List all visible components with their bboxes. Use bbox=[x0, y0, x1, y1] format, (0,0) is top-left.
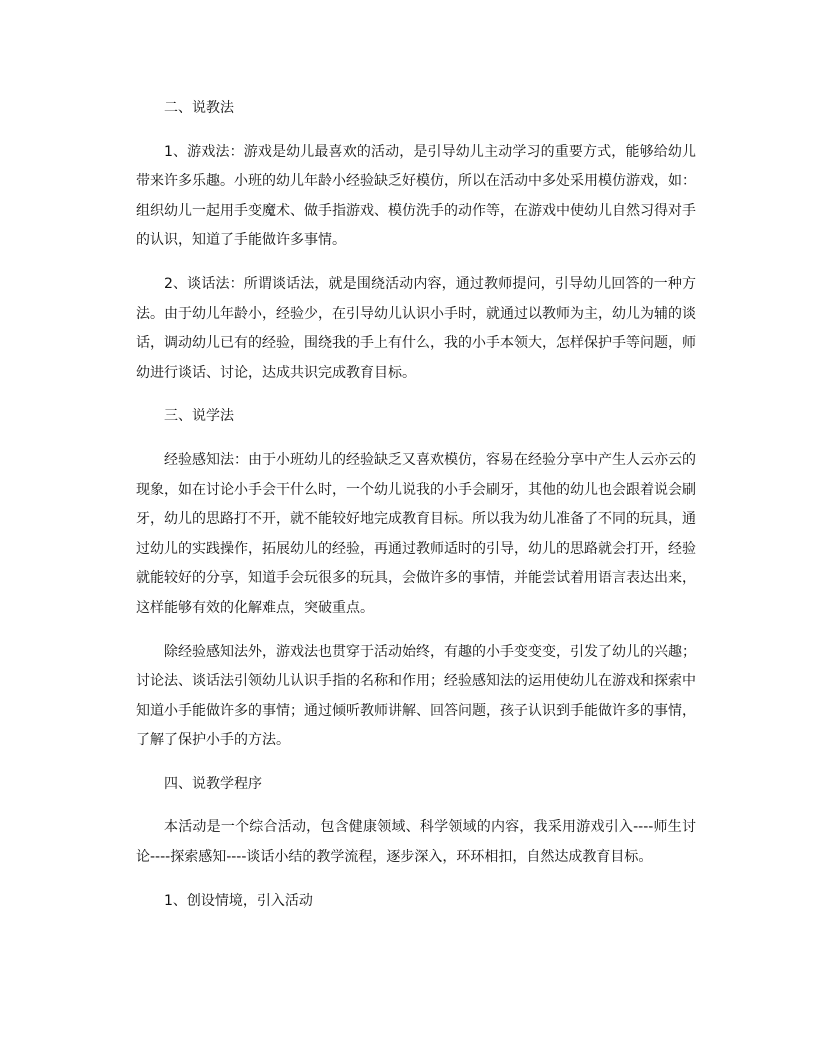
paragraph-experience-perception: 经验感知法：由于小班幼儿的经验缺乏又喜欢模仿，容易在经验分享中产生人云亦云的现象，如在讨论小手会干什么时，一个幼儿说我的小手会刷牙，其他的幼儿也会跟着说会刷牙，幼儿的思路打不开，就不能较好地完成教育目标。所以我为幼儿准备了不同的玩具，通过幼儿的实践操作，拓展幼儿的经验，再通过教师适时的引导，幼儿的思路就会打开，经验就能较好的分享，知道手会玩很多的玩具，会做许多的事情，并能尝试着用语言表达出来，这样能够有效的化解难点，突破重点。 bbox=[136, 451, 696, 616]
subheading-create-scenario: 1、创设情境，引入活动 bbox=[164, 892, 313, 909]
paragraph-activity-overview: 本活动是一个综合活动，包含健康领域、科学领域的内容，我采用游戏引入----师生讨论----探索感知----谈话小结的教学流程，逐步深入，环环相扣，自然达成教育目标。 bbox=[136, 819, 696, 866]
document-body bbox=[136, 94, 696, 930]
section-heading-teaching-method: 二、说教法 bbox=[164, 100, 234, 116]
section-heading-teaching-procedure: 四、说教学程序 bbox=[164, 775, 262, 792]
section-heading-learning-method: 三、说学法 bbox=[164, 408, 234, 425]
paragraph-other-methods: 除经验感知法外，游戏法也贯穿于活动始终，有趣的小手变变变，引发了幼儿的兴趣；讨论法、谈话法引领幼儿认识手指的名称和作用；经验感知法的运用使幼儿在游戏和探索中知道小手能做许多的事情；通过倾听教师讲解、回答问题，孩子认识到手能做许多的事情，了解了保护小手的方法。 bbox=[136, 643, 696, 749]
paragraph-game-method: 1、游戏法：游戏是幼儿最喜欢的活动，是引导幼儿主动学习的重要方式，能够给幼儿带来许多乐趣。小班的幼儿年龄小经验缺乏好模仿，所以在活动中多处采用模仿游戏，如：组织幼儿一起用手变魔术、做手指游戏、模仿洗手的动作等，在游戏中使幼儿自然习得对手的认识，知道了手能做许多事情。 bbox=[136, 143, 696, 249]
paragraph-conversation-method: 2、谈话法：所谓谈话法，就是围绕活动内容，通过教师提问，引导幼儿回答的一种方法。由于幼儿年龄小，经验少，在引导幼儿认识小手时，就通过以教师为主，幼儿为辅的谈话，调动幼儿已有的经验，围绕我的手上有什么，我的小手本领大，怎样保护手等问题，师幼进行谈话、讨论，达成共识完成教育目标。 bbox=[136, 275, 696, 381]
